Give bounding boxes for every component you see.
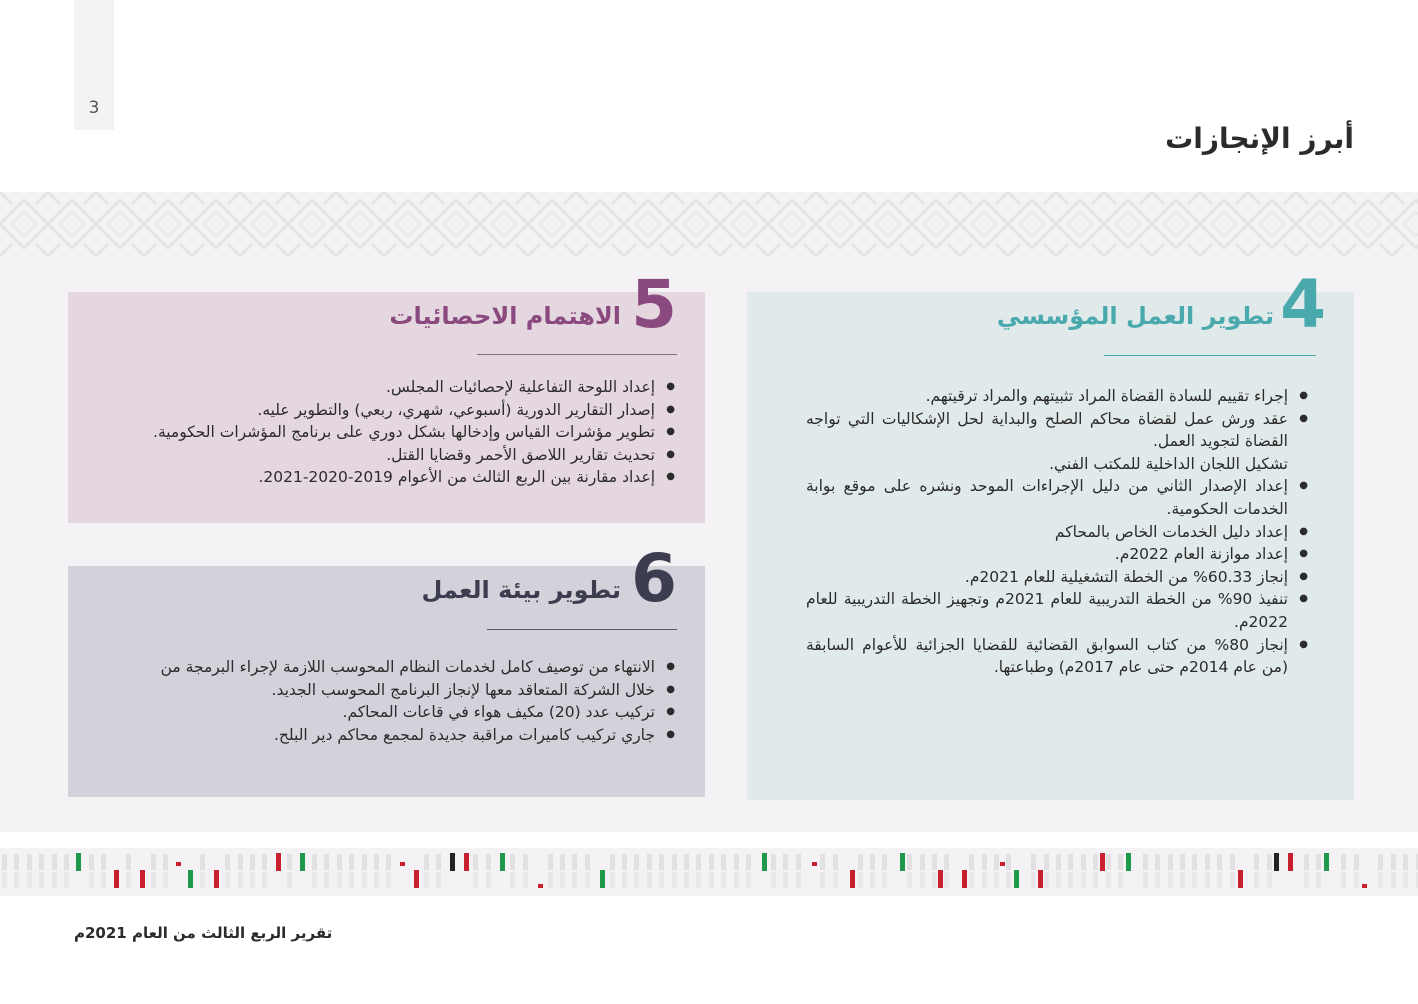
strip-tick: [52, 872, 57, 888]
strip-tick: [548, 854, 553, 870]
strip-tick: [324, 854, 329, 870]
strip-tick: [1081, 872, 1086, 888]
strip-tick: [27, 854, 32, 870]
strip-tick: [1254, 872, 1259, 888]
strip-tick: [1316, 872, 1321, 888]
strip-tick: [374, 854, 379, 870]
strip-tick: [225, 854, 230, 870]
strip-tick: [833, 872, 838, 888]
section-title: الاهتمام الاحصائيات: [389, 302, 621, 330]
strip-tick: [982, 854, 987, 870]
strip-tick: [820, 872, 825, 888]
section-list: [95, 376, 655, 489]
strip-accent: [188, 870, 193, 888]
footer-report-title: تقرير الربع الثالث من العام 2021م: [74, 924, 333, 942]
strip-tick: [833, 854, 838, 870]
strip-accent: [214, 870, 219, 888]
list-item: ● إصدار التقارير الدورية (أسبوعي، شهري، ربعي) والتطوير عليه.: [95, 399, 655, 422]
strip-tick: [163, 854, 168, 870]
strip-accent: [400, 862, 405, 866]
strip-tick: [634, 854, 639, 870]
strip-tick: [151, 872, 156, 888]
strip-tick: [982, 872, 987, 888]
list-item: ● جاري تركيب كاميرات مراقبة جديدة لمجمع محاكم دير البلح.: [95, 724, 655, 747]
strip-tick: [27, 872, 32, 888]
strip-tick: [1378, 854, 1383, 870]
strip-tick: [1304, 854, 1309, 870]
strip-accent: [600, 870, 605, 888]
section-list: [95, 656, 655, 746]
strip-tick: [1056, 872, 1061, 888]
strip-accent: [276, 853, 281, 871]
strip-tick: [858, 854, 863, 870]
strip-tick: [14, 872, 19, 888]
strip-tick: [1316, 854, 1321, 870]
strip-tick: [659, 854, 664, 870]
strip-accent: [1038, 870, 1043, 888]
strip-tick: [771, 872, 776, 888]
strip-tick: [1093, 872, 1098, 888]
strip-tick: [523, 872, 528, 888]
strip-tick: [436, 854, 441, 870]
strip-tick: [1403, 854, 1408, 870]
list-item: ● تحديث تقارير اللاصق الأحمر وقضايا القتل.: [95, 444, 655, 467]
strip-tick: [523, 854, 528, 870]
strip-tick: [672, 872, 677, 888]
strip-tick: [696, 872, 701, 888]
strip-tick: [200, 872, 205, 888]
strip-tick: [1341, 872, 1346, 888]
section-divider: [477, 354, 677, 355]
strip-tick: [424, 872, 429, 888]
strip-tick: [1118, 854, 1123, 870]
strip-tick: [1180, 854, 1185, 870]
strip-tick: [374, 872, 379, 888]
strip-tick: [1106, 872, 1111, 888]
strip-tick: [1006, 854, 1011, 870]
section-institutional-work: [747, 266, 1354, 800]
strip-tick: [820, 854, 825, 870]
strip-tick: [1081, 854, 1086, 870]
strip-tick: [610, 872, 615, 888]
strip-tick: [163, 872, 168, 888]
strip-accent: [1324, 853, 1329, 871]
section-number: 5: [631, 266, 677, 343]
strip-tick: [932, 872, 937, 888]
strip-tick: [1068, 872, 1073, 888]
strip-accent: [450, 853, 455, 871]
strip-tick: [1230, 872, 1235, 888]
strip-tick: [1155, 872, 1160, 888]
strip-tick: [783, 854, 788, 870]
strip-accent: [1100, 853, 1105, 871]
strip-tick: [473, 872, 478, 888]
strip-tick: [1205, 872, 1210, 888]
strip-tick: [1341, 854, 1346, 870]
strip-tick: [225, 872, 230, 888]
strip-tick: [994, 854, 999, 870]
strip-tick: [39, 872, 44, 888]
section-divider: [487, 629, 677, 630]
strip-accent: [76, 853, 81, 871]
list-item: ● إعداد موازنة العام 2022م.: [806, 543, 1288, 566]
strip-accent: [850, 870, 855, 888]
strip-tick: [312, 854, 317, 870]
strip-tick: [1254, 854, 1259, 870]
strip-tick: [349, 854, 354, 870]
strip-tick: [386, 872, 391, 888]
strip-tick: [858, 872, 863, 888]
strip-accent: [300, 853, 305, 871]
section-number: 6: [631, 540, 677, 617]
strip-accent: [812, 862, 817, 866]
strip-tick: [1068, 854, 1073, 870]
strip-tick: [436, 872, 441, 888]
strip-tick: [796, 872, 801, 888]
strip-accent: [500, 853, 505, 871]
list-item: ● إعداد اللوحة التفاعلية لإحصائيات المجلس.: [95, 376, 655, 399]
list-item: ● خلال الشركة المتعاقد معها لإنجاز البرنامج المحوسب الجديد.: [95, 679, 655, 702]
strip-tick: [659, 872, 664, 888]
strip-accent: [962, 870, 967, 888]
strip-tick: [882, 872, 887, 888]
strip-tick: [734, 854, 739, 870]
strip-tick: [969, 854, 974, 870]
strip-tick: [52, 854, 57, 870]
strip-tick: [126, 872, 131, 888]
strip-tick: [1391, 872, 1396, 888]
strip-tick: [746, 872, 751, 888]
list-item: ● الانتهاء من توصيف كامل لخدمات النظام المحوسب اللازمة لإجراء البرمجة من: [95, 656, 655, 679]
strip-tick: [1403, 872, 1408, 888]
strip-tick: [1180, 872, 1185, 888]
strip-tick: [870, 854, 875, 870]
strip-tick: [1378, 872, 1383, 888]
list-item: ● إعداد دليل الخدمات الخاص بالمحاكم: [806, 521, 1288, 544]
section-statistics: [68, 266, 705, 523]
strip-tick: [1031, 854, 1036, 870]
strip-tick: [709, 854, 714, 870]
strip-tick: [610, 854, 615, 870]
content-band: [0, 192, 1418, 832]
strip-tick: [1155, 854, 1160, 870]
strip-tick: [1044, 854, 1049, 870]
strip-accent: [1288, 853, 1293, 871]
page-number: 3: [88, 98, 100, 118]
list-item: ● إنجاز 80% من كتاب السوابق القضائية للقضايا الجزائية للأعوام السابقة (من عام 2014م حتى عام 2017م) وطباعتها.: [806, 634, 1288, 679]
strip-tick: [238, 854, 243, 870]
strip-tick: [622, 854, 627, 870]
strip-tick: [473, 854, 478, 870]
section-number: 4: [1280, 266, 1326, 343]
strip-accent: [938, 870, 943, 888]
strip-tick: [709, 872, 714, 888]
strip-tick: [1006, 872, 1011, 888]
strip-tick: [1217, 872, 1222, 888]
strip-tick: [486, 872, 491, 888]
list-item: ● إعداد الإصدار الثاني من دليل الإجراءات الموحد ونشره على موقع بوابة الخدمات الحكومية.: [806, 475, 1288, 520]
strip-accent: [1126, 853, 1131, 871]
section-title: تطوير العمل المؤسسي: [996, 302, 1274, 330]
strip-tick: [796, 854, 801, 870]
strip-tick: [1217, 854, 1222, 870]
strip-tick: [585, 872, 590, 888]
strip-tick: [1354, 854, 1359, 870]
strip-tick: [1168, 854, 1173, 870]
strip-tick: [1230, 854, 1235, 870]
strip-tick: [1267, 854, 1272, 870]
strip-accent: [538, 884, 543, 888]
strip-tick: [746, 854, 751, 870]
strip-tick: [510, 872, 515, 888]
strip-tick: [64, 872, 69, 888]
strip-tick: [39, 854, 44, 870]
decorative-pattern: [0, 192, 1418, 256]
strip-tick: [337, 872, 342, 888]
strip-tick: [634, 872, 639, 888]
strip-tick: [510, 854, 515, 870]
strip-tick: [585, 854, 590, 870]
strip-tick: [1118, 872, 1123, 888]
strip-tick: [932, 854, 937, 870]
strip-accent: [900, 853, 905, 871]
list-item: ● تركيب عدد (20) مكيف هواء في قاعات المحاكم.: [95, 701, 655, 724]
strip-tick: [1093, 854, 1098, 870]
strip-tick: [2, 854, 7, 870]
strip-tick: [548, 872, 553, 888]
list-item: ● تنفيذ 90% من الخطة التدريبية للعام 2021م وتجهيز الخطة التدريبية للعام 2022م.: [806, 588, 1288, 633]
list-item: ● إنجاز 60.33% من الخطة التشغيلية للعام 2021م.: [806, 566, 1288, 589]
strip-tick: [907, 872, 912, 888]
strip-tick: [1056, 854, 1061, 870]
strip-tick: [349, 872, 354, 888]
strip-accent: [1014, 870, 1019, 888]
section-title: تطوير بيئة العمل: [421, 576, 621, 604]
strip-tick: [783, 872, 788, 888]
strip-tick: [944, 872, 949, 888]
strip-tick: [64, 854, 69, 870]
page-title: أبرز الإنجازات: [1165, 122, 1354, 155]
strip-tick: [151, 854, 156, 870]
strip-tick: [486, 854, 491, 870]
strip-tick: [622, 872, 627, 888]
section-divider: [1104, 355, 1316, 356]
strip-accent: [176, 862, 181, 866]
strip-tick: [1205, 854, 1210, 870]
strip-tick: [89, 854, 94, 870]
list-item: تشكيل اللجان الداخلية للمكتب الفني.: [1049, 454, 1288, 473]
strip-tick: [324, 872, 329, 888]
strip-tick: [907, 854, 912, 870]
strip-tick: [994, 872, 999, 888]
strip-tick: [572, 854, 577, 870]
strip-tick: [101, 872, 106, 888]
strip-accent: [114, 870, 119, 888]
strip-tick: [684, 854, 689, 870]
strip-tick: [1168, 872, 1173, 888]
strip-tick: [734, 872, 739, 888]
strip-tick: [200, 854, 205, 870]
strip-tick: [1031, 872, 1036, 888]
strip-tick: [920, 872, 925, 888]
strip-tick: [1143, 854, 1148, 870]
strip-tick: [362, 872, 367, 888]
strip-tick: [647, 872, 652, 888]
strip-tick: [14, 854, 19, 870]
section-list: [806, 385, 1288, 679]
strip-tick: [312, 872, 317, 888]
flag-color-strip: [0, 848, 1418, 896]
strip-tick: [696, 854, 701, 870]
strip-tick: [721, 872, 726, 888]
strip-accent: [140, 870, 145, 888]
strip-tick: [882, 854, 887, 870]
strip-tick: [362, 854, 367, 870]
strip-tick: [287, 872, 292, 888]
list-item: ● إجراء تقييم للسادة القضاة المراد تثبيتهم والمراد ترقيتهم.: [806, 385, 1288, 408]
list-item: ● عقد ورش عمل لقضاة محاكم الصلح والبداية لحل الإشكاليات التي تواجه القضاة لتجويد العمل.: [806, 408, 1288, 453]
strip-tick: [1267, 872, 1272, 888]
strip-tick: [672, 854, 677, 870]
strip-accent: [1274, 853, 1279, 871]
strip-tick: [1391, 854, 1396, 870]
strip-tick: [1106, 854, 1111, 870]
strip-tick: [572, 872, 577, 888]
list-item: ● تطوير مؤشرات القياس وإدخالها بشكل دوري على برنامج المؤشرات الحكومية.: [95, 421, 655, 444]
strip-tick: [920, 854, 925, 870]
strip-tick: [126, 854, 131, 870]
strip-accent: [464, 853, 469, 871]
strip-tick: [1044, 872, 1049, 888]
strip-tick: [684, 872, 689, 888]
section-work-environment: [68, 540, 705, 797]
strip-tick: [647, 854, 652, 870]
strip-tick: [238, 872, 243, 888]
strip-tick: [771, 854, 776, 870]
strip-tick: [1304, 872, 1309, 888]
strip-tick: [101, 854, 106, 870]
strip-accent: [1238, 870, 1243, 888]
strip-tick: [287, 854, 292, 870]
strip-tick: [969, 872, 974, 888]
strip-tick: [250, 854, 255, 870]
strip-accent: [1362, 884, 1367, 888]
strip-tick: [386, 854, 391, 870]
strip-tick: [89, 872, 94, 888]
list-item: ● إعداد مقارنة بين الربع الثالث من الأعوام 2019-2020-2021.: [95, 466, 655, 489]
strip-tick: [870, 872, 875, 888]
strip-tick: [1143, 872, 1148, 888]
strip-tick: [560, 854, 565, 870]
strip-tick: [337, 854, 342, 870]
strip-tick: [262, 872, 267, 888]
strip-tick: [2, 872, 7, 888]
strip-tick: [1192, 872, 1197, 888]
strip-tick: [944, 854, 949, 870]
strip-tick: [721, 854, 726, 870]
strip-accent: [762, 853, 767, 871]
strip-tick: [1354, 872, 1359, 888]
strip-tick: [1192, 854, 1197, 870]
strip-accent: [1000, 862, 1005, 866]
strip-accent: [414, 870, 419, 888]
strip-tick: [560, 872, 565, 888]
strip-tick: [424, 854, 429, 870]
strip-tick: [250, 872, 255, 888]
strip-tick: [262, 854, 267, 870]
